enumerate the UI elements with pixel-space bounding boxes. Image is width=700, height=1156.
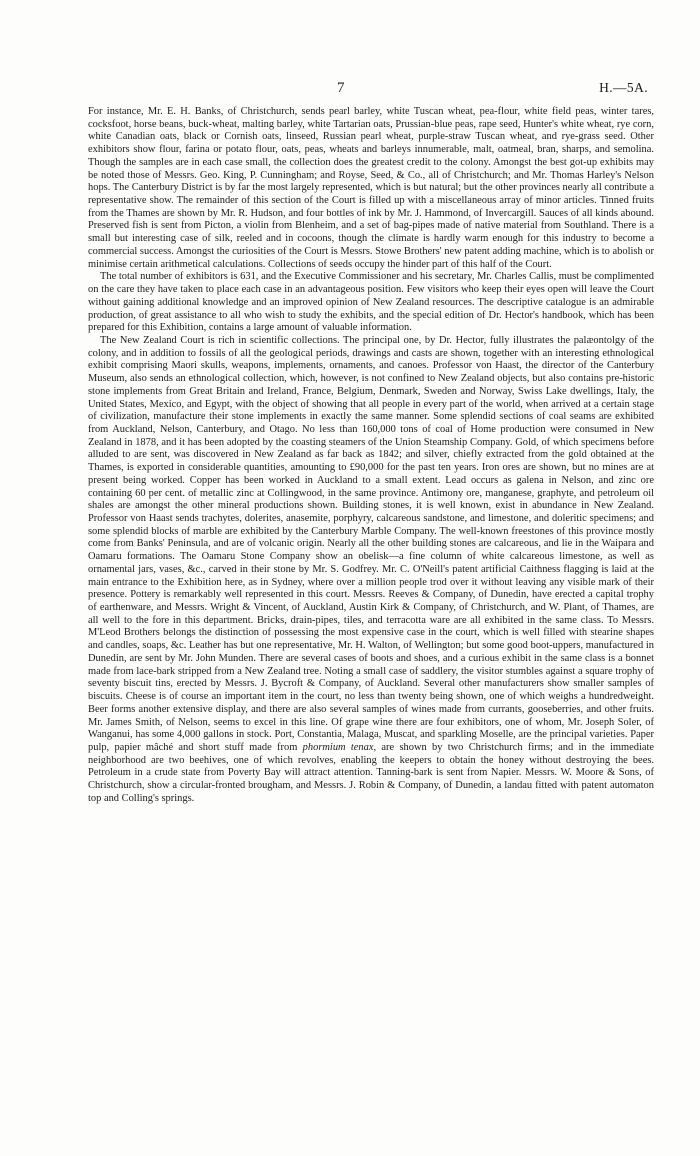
paragraph-body: The New Zealand Court is rich in scientific collections. The principal one, by Dr. Hector, fully illustrates the palæontolgy of the colony, and in addition to fossils of all the geological periods, drawings and casts are shown, together with an interesting ethnological exhibit comprising Maori skulls, weapons, implements, ornaments, and canoes. Professor von Haast, the director of the Canterbury Museum, also sends an ethnological collection, which, however, is not confined to New Zealand objects, but also contains pre-historic stone implements from Great Britain and Ireland, France, Belgium, Denmark, Sweden and Norway, Swiss Lake dwellings, Italy, the United States, Mexico, and Egypt, with the object of showing that all people in every part of the world, when arrived at a certain stage of civilization, manufacture their stone implements in exactly the same manner. Some splendid sections of coal seams are exhibited from Auckland, Nelson, Canterbury, and Otago. No less than 160,000 tons of coal of Home production were consumed in New Zealand in 1878, and it has been adopted by the coasting steamers of the Union Steamship Company. Gold, of which specimens before alluded to are sent, was discovered in New Zealand as far back as 1842; and silver, chiefly extracted from the gold obtained at the Thames, is exported in considerable quantities, amounting to £90,000 for the past ten years. Iron ores are shown, but no mines are at present being worked. Copper has been worked in Auckland to a small extent. Lead occurs as galena in Nelson, and zinc ore containing 60 per cent. of metallic zinc at Collingwood, in the same province. Antimony ore, manganese, graphyte, and petroleum oil shales are amongst the other mineral productions shown. Building stones, it is well known, exist in abundance in New Zealand. Professor von Haast sends trachytes, dolerites, anasemite, porphyry, calcareous sandstone, and limestone, and doleritic specimens; and some splendid blocks of marble are exhibited by the Canterbury Marble Company. The well-known freestones of this province mostly come from Banks' Peninsula, and are of volcanic origin. Nearly all the other building stones are calcareous, and lie in the Waipara and Oamaru formations. The Oamaru Stone Company show an obelisk—a fine column of white calcareous limestone, as well as ornamental jars, vases, &c., carved in their stone by Mr. S. Godfrey. Mr. C. O'Neill's patent artificial Caithness flagging is laid at the main entrance to the Exhibition here, as in Sydney, where over a million people trod over it without leaving any visible mark of their presence. Pottery is remarkably well represented in this court. Messrs. Reeves & Company, of Dunedin, have erected a capital trophy of earthenware, and Messrs. Wright & Vincent, of Auckland, Austin Kirk & Company, of Christchurch, and W. Plant, of Thames, are all well to the fore in this department. Bricks, drain-pipes, tiles, and terracotta ware are all exhibited in the same class. To Messrs. M'Leod Brothers belongs the distinction of possessing the most expensive case in the court, which is well filled with stearine shapes and candles, soaps, &c. Leather has but one representative, Mr. H. Walton, of Wellington; but some good boot-uppers, manufactured in Dunedin, are sent by Mr. John Munden. There are several cases of boots and shoes, and a curious exhibit in the same class is a bonnet made from lace-bark stripped from a New Zealand tree. Noting a small case of saddlery, the visitor stumbles against a square trophy of seventy biscuit tins, erected by Messrs. J. Bycroft & Company, of Auckland. Several other manufacturers show smaller samples of biscuits. Cheese is of course an important item in the court, no less than twenty being shown, one of which weighs a hundredweight. Beer forms another extensive display, and there are also several samples of wines made from currants, gooseberries, and other fruits. Mr. James Smith, of Nelson, seems to excel in this line. Of grape wine there are four exhibitors, one of whom, Mr. Joseph Soler, of Wanganui, has some 4,000 gallons in stock. Port, Constantia, Malaga, Muscat, and sparkling Moselle, are the principal varieties. Paper pulp, papier mâché and short stuff made from bbox=[88, 334, 654, 753]
paragraph-tail: , are shown by two Christchurch firms; and in the immediate neighborhood are two beehives, one of which revolves, enabling the keepers to obtain the honey without destroying the bees. Petroleum in a crude state from Poverty Bay will attract attention. Tanning-bark is sent from Napier. Messrs. W. Moore & Sons, of Christchurch, show a circular-fronted brougham, and Messrs. J. Robin & Company, of Dunedin, a landau fitted with patent automaton top and Colling's springs. bbox=[88, 741, 655, 804]
page-number: 7 bbox=[337, 80, 345, 96]
italic-term: phormium tenax bbox=[302, 741, 374, 753]
paragraph-scientific-collections bbox=[88, 335, 654, 806]
paragraph-produce-exhibits: For instance, Mr. E. H. Banks, of Christchurch, sends pearl barley, white Tuscan wheat, pea-flour, white field peas, winter tares, cocksfoot, horse beans, buck-wheat, malting barley, white Tartarian oats, Prussian-blue peas, rape seed, Hunter's white wheat, rye corn, white Canadian oats, black or Cornish oats, linseed, Russian pearl wheat, purple-straw Tuscan wheat, and rye-grass seed. Other exhibitors show flour, farina or potato flour, oats, peas, wheats and barleys innumerable, malt, oatmeal, bran, sharps, and semolina. Though the samples are in each case small, the collection does the greatest credit to the colony. Amongst the best got-up exhibits may be noted those of Messrs. Geo. King, P. Cunningham; and Royse, Seed, & Co., all of Christchurch; and Mr. Thomas Harley's Nelson hops. The Canterbury District is by far the most largely represented, which is but natural; but the other provinces nearly all contribute a representative show. The remainder of this section of the Court is filled up with a miscellaneous array of minor articles. Tinned fruits from the Thames are shown by Mr. R. Hudson, and four bottles of ink by Mr. J. Hammond, of Invercargill. Sauces of all kinds abound. Preserved fish is sent from Picton, a violin from Blenheim, and a set of bag-pipes made of native material from Southland. There is a small but interesting case of silk, reeled and in cocoons, though the climate is hardly warm enough for this industry to become a commercial success. Amongst the curiosities of the Court is Messrs. Stowe Brothers' new patent adding machine, which is to abolish or minimise certain arithmetical calculations. Collections of seeds occupy the hinder part of this half of the Court. bbox=[88, 106, 654, 270]
document-reference: H.—5A. bbox=[599, 80, 648, 95]
body-text bbox=[88, 106, 654, 806]
paragraph-exhibitor-count: The total number of exhibitors is 631, and the Executive Commissioner and his secretary, Mr. Charles Callis, must be complimented on the care they have taken to place each case in an advantageous position. Few visitors who keep their eyes open will leave the Court without gaining additional knowledge and an improved opinion of New Zealand resources. The descriptive catalogue is an admirable production, of great assistance to all who wish to study the exhibits, and the special edition of Dr. Hector's handbook, which has been prepared for this Exhibition, contains a large amount of valuable information. bbox=[88, 271, 654, 334]
